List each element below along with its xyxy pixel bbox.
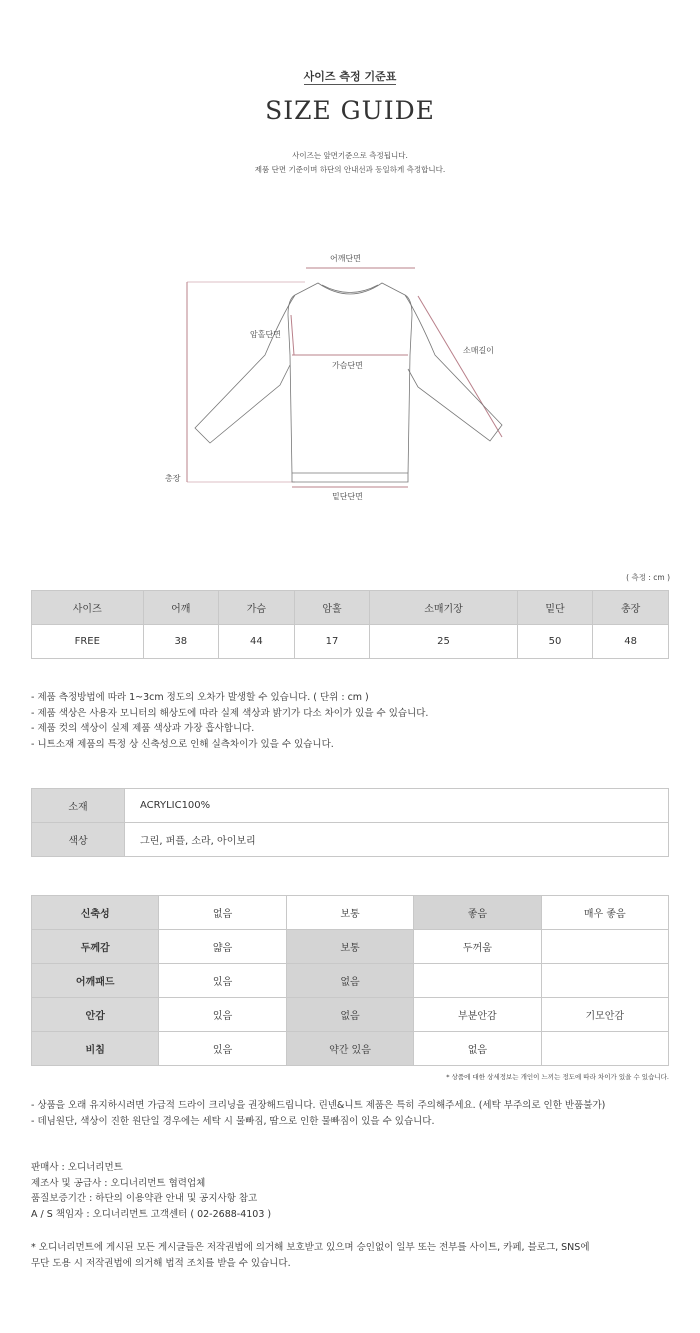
shoulder-label: 어깨단면 [330, 254, 361, 263]
table-row [32, 998, 669, 1032]
unit-label: ( 측정 : cm ) [626, 573, 670, 582]
table-cell: 17 [294, 625, 370, 659]
table-row [32, 930, 669, 964]
prop-key: 안감 [32, 998, 159, 1032]
intro-line: 사이즈는 앞면기준으로 측정됩니다. [292, 151, 408, 160]
note-line: - 상품을 오래 유지하시려면 가급적 드라이 크리닝을 권장해드립니다. 린넨&니트 제품은 특히 주의해주세요. (세탁 부주의로 인한 반품불가) [31, 1100, 606, 1111]
copyright-line: * 오디너리먼트에 게시된 모든 게시글들은 저작권법에 의거해 보호받고 있으며 승인없이 일부 또는 전부를 사이트, 카페, 블로그, SNS에 [31, 1242, 590, 1253]
seller-line: 제조사 및 공급사 : 오디너리먼트 협력업체 [31, 1177, 206, 1189]
note-line: - 니트소재 제품의 특정 상 신축성으로 인해 실측차이가 있을 수 있습니다. [31, 738, 334, 750]
prop-option: 두꺼움 [414, 930, 541, 964]
sweater-illustration [150, 245, 550, 510]
page-title-en: SIZE GUIDE [265, 96, 435, 125]
table-cell: 25 [370, 625, 517, 659]
page-title-kr: 사이즈 측정 기준표 [303, 70, 397, 83]
note-line: - 제품 색상은 사용자 모니터의 해상도에 따라 실제 색상과 밝기가 다소 차이가 있을 수 있습니다. [31, 707, 429, 719]
copyright-line: 무단 도용 시 저작권법에 의거해 법적 조치를 받을 수 있습니다. [31, 1257, 291, 1269]
header-cell: 밑단 [517, 591, 593, 625]
table-row [32, 1032, 669, 1066]
table-cell: FREE [32, 625, 144, 659]
header-cell: 어깨 [143, 591, 219, 625]
prop-option: 있음 [159, 998, 286, 1032]
prop-option: 있음 [159, 964, 286, 998]
prop-option-selected: 좋음 [414, 896, 541, 930]
prop-option [414, 964, 541, 998]
header-cell: 총장 [593, 591, 669, 625]
armhole-label: 암홀단면 [250, 330, 281, 339]
material-value: ACRYLIC100% [125, 789, 669, 823]
prop-option [541, 964, 668, 998]
color-value: 그린, 퍼플, 소라, 아이보리 [125, 823, 669, 857]
garment-diagram [150, 245, 550, 510]
table-cell: 38 [143, 625, 219, 659]
note-line: - 제품 측정방법에 따라 1~3cm 정도의 오차가 발생할 수 있습니다. ( 단위 : cm ) [31, 692, 369, 703]
prop-option-selected: 없음 [286, 998, 413, 1032]
seller-line: 판매사 : 오디너리먼트 [31, 1162, 123, 1173]
prop-key: 두께감 [32, 930, 159, 964]
material-table [31, 788, 669, 857]
properties-table [31, 895, 669, 1066]
seller-line: A / S 책임자 : 오디너리먼트 고객센터 ( 02-2688-4103 ) [31, 1208, 272, 1220]
header-cell: 가슴 [219, 591, 295, 625]
detail-disclaimer: * 상품에 대한 상세정보는 개인이 느끼는 정도에 따라 차이가 있을 수 있습니다. [446, 1073, 669, 1081]
table-cell: 50 [517, 625, 593, 659]
prop-option: 얇음 [159, 930, 286, 964]
table-cell: 44 [219, 625, 295, 659]
prop-option: 보통 [286, 896, 413, 930]
prop-key: 비침 [32, 1032, 159, 1066]
size-table [31, 590, 669, 659]
note-line: - 제품 컷의 색상이 실제 제품 색상과 가장 흡사합니다. [31, 723, 255, 734]
armhole-guide-line [291, 315, 294, 355]
intro-text [0, 149, 700, 177]
table-row [32, 789, 669, 823]
prop-option: 없음 [414, 1032, 541, 1066]
sleeve-guide-line [418, 296, 502, 437]
sweater-body [288, 283, 412, 482]
prop-option [541, 1032, 668, 1066]
seller-info [31, 1160, 271, 1222]
chest-label: 가슴단면 [332, 361, 363, 370]
prop-option: 있음 [159, 1032, 286, 1066]
prop-option-selected: 약간 있음 [286, 1032, 413, 1066]
prop-option [541, 930, 668, 964]
table-row [32, 625, 669, 659]
note-line: - 데님원단, 색상이 진한 원단일 경우에는 세탁 시 물빠짐, 땀으로 인한 물빠짐이 있을 수 있습니다. [31, 1115, 435, 1127]
header-cell: 소매기장 [370, 591, 517, 625]
prop-key: 신축성 [32, 896, 159, 930]
table-cell: 48 [593, 625, 669, 659]
table-row [32, 896, 669, 930]
header-cell: 사이즈 [32, 591, 144, 625]
length-label: 총장 [165, 474, 181, 483]
seller-line: 품질보증기간 : 하단의 이용약관 안내 및 공지사항 참고 [31, 1193, 258, 1204]
prop-option-selected: 없음 [286, 964, 413, 998]
care-notes [31, 1098, 605, 1129]
prop-option-selected: 보통 [286, 930, 413, 964]
color-key: 색상 [32, 823, 125, 857]
sweater-right-sleeve [405, 295, 502, 441]
sleeve-label: 소매길이 [463, 346, 494, 355]
prop-option: 기모안감 [541, 998, 668, 1032]
prop-option: 부분안감 [414, 998, 541, 1032]
sweater-neckline [322, 285, 378, 293]
header-cell: 암홀 [294, 591, 370, 625]
hem-label: 밑단단면 [332, 492, 363, 501]
sweater-left-sleeve [195, 295, 295, 443]
copyright-notice [31, 1240, 681, 1271]
table-row [32, 964, 669, 998]
intro-line: 제품 단면 기준이며 하단의 안내선과 동일하게 측정합니다. [254, 165, 446, 174]
table-row [32, 823, 669, 857]
prop-option: 없음 [159, 896, 286, 930]
measurement-notes [31, 690, 428, 752]
size-table-header [32, 591, 669, 625]
prop-key: 어깨패드 [32, 964, 159, 998]
prop-option: 매우 좋음 [541, 896, 668, 930]
material-key: 소재 [32, 789, 125, 823]
